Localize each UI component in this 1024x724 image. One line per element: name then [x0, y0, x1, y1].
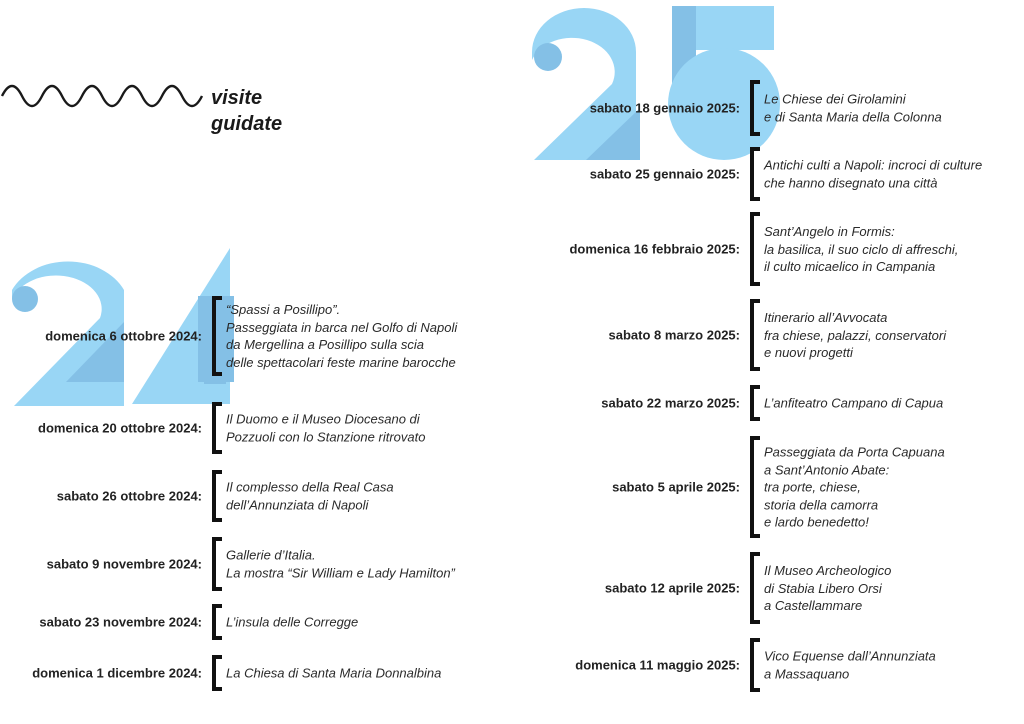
- description-line: Il Duomo e il Museo Diocesano di: [226, 411, 420, 427]
- event-description: [764, 394, 943, 412]
- event-entry: [612, 436, 1010, 538]
- bracket-mark: [750, 436, 760, 538]
- event-entry: [604, 552, 1010, 624]
- description-line: e lardo benedetto!: [764, 514, 869, 530]
- event-description: [226, 547, 455, 582]
- description-line: Il complesso della Real Casa: [226, 479, 394, 495]
- description-line: “Spassi a Posillipo”.: [226, 302, 341, 317]
- event-date: sabato 22 marzo 2025:: [601, 395, 740, 411]
- description-line: Gallerie d’Italia.: [226, 547, 316, 563]
- event-date: sabato 12 aprile 2025:: [604, 580, 740, 596]
- bracket-mark: [212, 604, 222, 640]
- event-entry: [575, 638, 1010, 692]
- numeral-25-graphic: [532, 6, 780, 160]
- bracket-mark: [212, 470, 222, 522]
- bracket-mark: [750, 80, 760, 136]
- event-description: [226, 479, 394, 514]
- description-line: da Mergellina a Posillipo sulla scia: [226, 337, 424, 352]
- event-description: [226, 613, 358, 631]
- event-date: sabato 18 gennaio 2025:: [589, 100, 740, 116]
- description-line: Passeggiata in barca nel Golfo di Napoli: [226, 319, 458, 335]
- bracket-mark: [212, 402, 222, 454]
- description-line: di Stabia Libero Orsi: [764, 580, 882, 596]
- title-line-2: guidate: [211, 113, 283, 135]
- event-date: domenica 20 ottobre 2024:: [38, 420, 202, 436]
- description-line: La Chiesa di Santa Maria Donnalbina: [226, 665, 442, 681]
- description-line: e nuovi progetti: [764, 344, 853, 360]
- event-description: [764, 223, 958, 276]
- description-line: dell’Annunziata di Napoli: [226, 497, 369, 512]
- bracket-mark: [212, 537, 222, 591]
- page-title: [211, 85, 282, 137]
- event-date: sabato 23 novembre 2024:: [39, 614, 202, 630]
- description-line: Pozzuoli con lo Stanzione ritrovato: [226, 429, 426, 444]
- bracket-mark: [212, 655, 222, 691]
- bracket-mark: [750, 147, 760, 201]
- description-line: che hanno disegnato una città: [764, 175, 938, 190]
- description-line: Itinerario all’Avvocata: [764, 309, 888, 325]
- event-date: domenica 1 dicembre 2024:: [32, 665, 202, 681]
- description-line: storia della camorra: [764, 496, 879, 512]
- event-entry: [39, 604, 482, 640]
- event-entry: [38, 402, 482, 454]
- bracket-mark: [212, 296, 222, 376]
- bracket-mark: [750, 638, 760, 692]
- description-line: Le Chiese dei Girolamini: [764, 91, 906, 107]
- description-line: tra porte, chiese,: [764, 479, 861, 495]
- event-entry: [608, 299, 1010, 371]
- event-description: [764, 309, 946, 362]
- event-entry: [589, 147, 1010, 201]
- event-description: [226, 664, 441, 682]
- event-description: [764, 157, 982, 192]
- numeral-24-graphic: [12, 248, 234, 406]
- event-entry: [601, 385, 1010, 421]
- event-date: sabato 8 marzo 2025:: [608, 327, 740, 343]
- description-line: Antichi culti a Napoli: incroci di culture: [764, 157, 983, 173]
- description-line: il culto micaelico in Campania: [764, 258, 936, 274]
- event-entry: [46, 537, 482, 591]
- description-line: Sant’Angelo in Formis:: [764, 223, 895, 239]
- event-date: sabato 9 novembre 2024:: [46, 556, 202, 572]
- event-date: domenica 16 febbraio 2025:: [569, 241, 740, 257]
- description-line: Passeggiata da Porta Capuana: [764, 444, 945, 460]
- description-line: La mostra “Sir William e Lady Hamilton”: [226, 565, 455, 580]
- event-description: [226, 301, 457, 371]
- event-description: [764, 91, 942, 126]
- event-description: [764, 648, 936, 683]
- description-line: a Massaquano: [764, 666, 850, 681]
- description-line: Vico Equense dall’Annunziata: [764, 648, 936, 664]
- event-entry: [56, 470, 482, 522]
- event-date: sabato 5 aprile 2025:: [612, 479, 740, 495]
- bracket-mark: [750, 385, 760, 421]
- event-entry: [32, 655, 482, 691]
- event-date: sabato 25 gennaio 2025:: [589, 166, 740, 182]
- event-entry: [589, 80, 1010, 136]
- event-description: [764, 562, 891, 615]
- event-description: [226, 411, 425, 446]
- event-description: [764, 443, 945, 531]
- title-line-1: visite: [211, 87, 263, 109]
- bracket-mark: [750, 552, 760, 624]
- event-date: domenica 11 maggio 2025:: [575, 657, 740, 673]
- description-line: Il Museo Archeologico: [764, 562, 892, 578]
- description-line: fra chiese, palazzi, conservatori: [764, 327, 947, 343]
- description-line: delle spettacolari feste marine barocche: [226, 354, 456, 370]
- description-line: a Sant’Antonio Abate:: [764, 461, 890, 477]
- bracket-mark: [750, 299, 760, 371]
- event-entry: [569, 212, 1010, 286]
- event-entry: [45, 296, 482, 376]
- event-date: sabato 26 ottobre 2024:: [56, 488, 202, 504]
- description-line: e di Santa Maria della Colonna: [764, 109, 942, 124]
- description-line: L’anfiteatro Campano di Capua: [764, 395, 944, 411]
- event-date: domenica 6 ottobre 2024:: [45, 328, 202, 344]
- description-line: a Castellammare: [764, 597, 863, 613]
- description-line: L’insula delle Corregge: [226, 614, 359, 630]
- bracket-mark: [750, 212, 760, 286]
- wave-line-graphic: [0, 78, 212, 112]
- description-line: la basilica, il suo ciclo di affreschi,: [764, 241, 959, 257]
